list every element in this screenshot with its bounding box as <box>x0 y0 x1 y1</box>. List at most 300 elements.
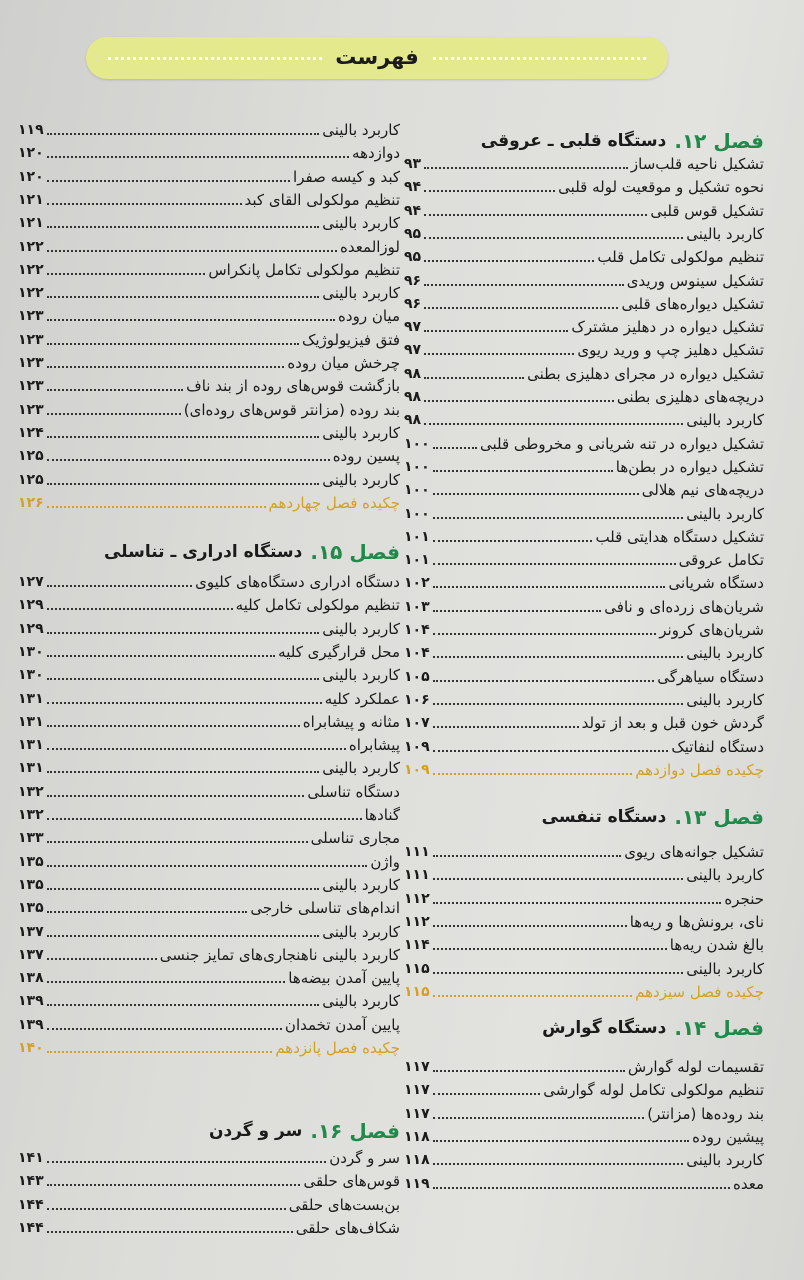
page-number: ۱۳۸ <box>18 970 44 987</box>
page-number: ۱۰۰ <box>404 482 430 499</box>
page-number: ۱۳۵ <box>18 853 44 870</box>
page-number: ۱۲۰ <box>18 168 44 185</box>
chapter-heading <box>18 537 400 567</box>
entry-title: کاربرد بالینی <box>322 875 400 894</box>
dot-leader <box>433 855 622 857</box>
chapter-number: فصل ۱۲. <box>674 129 764 153</box>
toc-entry[interactable] <box>404 1102 764 1125</box>
chapter-heading <box>404 1013 764 1043</box>
dot-leader <box>433 995 633 997</box>
entry-title: لوزالمعده <box>340 237 400 256</box>
toc-entry[interactable] <box>404 292 764 315</box>
page-number: ۱۱۷ <box>404 1059 430 1075</box>
entry-title: شریان‌های زرده‌ای و نافی <box>604 597 764 616</box>
toc-entry[interactable] <box>18 780 400 803</box>
dot-leader <box>47 841 308 843</box>
toc-entry[interactable] <box>404 1125 764 1148</box>
page-number: ۱۰۴ <box>404 622 430 638</box>
toc-entry[interactable] <box>404 502 764 525</box>
toc-entry[interactable] <box>18 165 400 188</box>
dot-leader <box>433 703 684 705</box>
page-number: ۱۱۵ <box>404 960 430 977</box>
dot-leader <box>47 958 157 960</box>
dot-leader <box>47 203 242 205</box>
toc-entry[interactable] <box>404 525 764 548</box>
dot-leader <box>424 307 618 309</box>
page-number: ۱۰۰ <box>404 505 430 522</box>
entry-title: تشکیل دهلیز چپ و ورید ریوی <box>577 341 764 360</box>
entry-title: تشکیل ناحیه قلب‌ساز <box>630 155 764 173</box>
dot-leader <box>47 366 285 368</box>
entry-title: تشکیل دیواره‌های قلبی <box>621 294 764 313</box>
entry-title: مثانه و پیشابراه <box>302 712 400 731</box>
entry-title: تشکیل قوس قلبی <box>650 201 764 220</box>
toc-entry[interactable] <box>404 618 764 641</box>
toc-entry[interactable] <box>18 896 400 919</box>
page-number: ۱۱۵ <box>404 983 430 1000</box>
toc-entry[interactable] <box>404 152 764 175</box>
toc-entry[interactable] <box>18 733 400 756</box>
dot-leader <box>424 400 614 402</box>
page-number: ۱۰۷ <box>404 715 430 732</box>
dot-leader <box>47 818 362 820</box>
toc-entry[interactable] <box>404 957 764 980</box>
entry-title: تشکیل دیواره در مجرای دهلیزی بطنی <box>527 364 764 383</box>
entry-title: محل قرارگیری کلیه <box>278 642 400 661</box>
dot-leader <box>433 493 639 495</box>
entry-title: حنجره <box>724 889 764 908</box>
entry-title: نای، برونش‌ها و ریه‌ها <box>629 912 764 931</box>
dot-leader <box>424 260 594 262</box>
toc-entry[interactable] <box>404 595 764 618</box>
toc-entry[interactable] <box>18 873 400 896</box>
chapter-summary-entry[interactable] <box>18 1036 400 1059</box>
page-number: ۱۳۷ <box>18 923 44 940</box>
dot-leader <box>433 1070 625 1072</box>
page-number: ۱۳۰ <box>18 667 44 684</box>
dot-leader <box>433 540 593 542</box>
page-number: ۱۳۲ <box>18 807 44 823</box>
dot-leader <box>433 517 684 519</box>
dot-leader <box>47 483 320 485</box>
dot-leader <box>47 389 184 391</box>
entry-title: گردش خون قبل و بعد از تولد <box>581 714 764 733</box>
page-number: ۱۳۹ <box>18 993 44 1010</box>
toc-entry[interactable] <box>18 444 400 467</box>
dot-leader <box>47 413 181 415</box>
page-number: ۹۶ <box>404 272 422 289</box>
entry-title: کاربرد بالینی <box>322 470 400 489</box>
dot-leader <box>433 925 627 927</box>
entry-title: دستگاه تناسلی <box>307 782 400 801</box>
entry-title: کاربرد بالینی <box>322 666 400 685</box>
page-number: ۱۰۲ <box>404 575 430 592</box>
dot-leader <box>47 1004 320 1006</box>
toc-entry[interactable] <box>404 840 764 863</box>
entry-title: دریچه‌های نیم هلالی <box>641 481 764 500</box>
dot-leader <box>424 330 568 332</box>
entry-title: تنظیم مولکولی القای کبد <box>244 190 400 209</box>
entry-title: سر و گردن <box>329 1149 400 1167</box>
page-number: ۱۲۳ <box>18 378 44 395</box>
toc-entry[interactable] <box>18 850 400 873</box>
toc-entry[interactable] <box>18 374 400 397</box>
toc-entry[interactable] <box>404 199 764 222</box>
page-number: ۱۲۰ <box>18 145 44 162</box>
dot-leader <box>433 1187 730 1189</box>
page-number: ۹۵ <box>404 225 422 242</box>
page-number: ۱۳۰ <box>18 643 44 660</box>
dot-leader <box>47 180 290 182</box>
toc-entry[interactable] <box>18 640 400 663</box>
page-number: ۱۴۴ <box>18 1196 44 1213</box>
toc-entry[interactable] <box>404 548 764 571</box>
dot-leader <box>433 1163 684 1165</box>
entry-title: چکیده فصل چهاردهم <box>268 493 400 512</box>
dot-leader <box>47 911 248 913</box>
toc-entry[interactable] <box>404 432 764 455</box>
page-number: ۱۰۰ <box>404 435 430 452</box>
dot-leader <box>433 586 666 588</box>
chapter-title: دستگاه ادراری ـ تناسلی <box>103 542 303 562</box>
page-title: فهرست <box>323 42 431 72</box>
dot-leader <box>47 250 337 252</box>
dot-leader <box>433 470 613 472</box>
entry-title: عملکرد کلیه <box>324 689 400 708</box>
dot-leader <box>47 981 286 983</box>
entry-title: کاربرد بالینی <box>686 1151 764 1170</box>
page-number: ۹۳ <box>404 156 422 172</box>
toc-entry[interactable] <box>404 338 764 361</box>
dot-leader <box>47 888 320 890</box>
page-number: ۱۳۹ <box>18 1016 44 1033</box>
toc-entry[interactable] <box>18 989 400 1012</box>
page-number: ۹۷ <box>404 319 422 336</box>
toc-entry[interactable] <box>18 398 400 421</box>
toc-entry[interactable] <box>18 570 400 593</box>
entry-title: کاربرد بالینی <box>322 922 400 941</box>
entry-title: دریچه‌های دهلیزی بطنی <box>616 388 764 406</box>
toc-entry[interactable] <box>404 863 764 886</box>
dot-leader <box>47 935 320 937</box>
page-number: ۱۲۳ <box>18 401 44 418</box>
toc-entry[interactable] <box>18 593 400 616</box>
entry-title: چکیده فصل سیزدهم <box>635 982 764 1001</box>
page-number: ۱۳۳ <box>18 830 44 847</box>
page-number: ۱۲۴ <box>18 424 44 441</box>
chapter-title: دستگاه گوارش <box>542 1018 667 1038</box>
dot-leader <box>47 678 320 680</box>
page-number: ۱۲۱ <box>18 215 44 232</box>
dot-leader <box>47 655 276 657</box>
dot-leader <box>47 133 320 135</box>
toc-entry[interactable] <box>18 258 400 281</box>
page-number: ۱۱۲ <box>404 890 430 907</box>
toc-entry[interactable] <box>404 933 764 956</box>
entry-title: کاربرد بالینی <box>322 284 400 303</box>
page-number: ۹۴ <box>404 179 422 196</box>
chapter-summary-entry[interactable] <box>404 758 764 781</box>
page-number: ۱۰۵ <box>404 668 430 685</box>
chapter-summary-entry[interactable] <box>404 980 764 1003</box>
toc-entry[interactable] <box>18 1193 400 1216</box>
toc-entry[interactable] <box>404 641 764 664</box>
entry-title: کاربرد بالینی <box>686 959 764 978</box>
toc-entry[interactable] <box>18 328 400 351</box>
entry-title: کاربرد بالینی <box>322 759 400 778</box>
chapter-number: فصل ۱۵. <box>310 540 400 564</box>
title-banner <box>86 37 668 79</box>
dot-leader <box>47 748 346 750</box>
toc-entry[interactable] <box>18 710 400 733</box>
toc-entry[interactable] <box>404 735 764 758</box>
toc-entry[interactable] <box>18 188 400 211</box>
toc-entry[interactable] <box>18 468 400 491</box>
dot-leader <box>47 865 368 867</box>
page-number: ۱۲۶ <box>18 494 44 511</box>
dot-leader <box>433 563 676 565</box>
entry-title: تشکیل جوانه‌های ریوی <box>624 843 764 861</box>
dot-leader <box>47 702 322 704</box>
toc-entry[interactable] <box>404 315 764 338</box>
toc-entry[interactable] <box>404 455 764 478</box>
entry-title: دستگاه شریانی <box>668 574 764 593</box>
dot-leader <box>433 610 602 612</box>
entry-title: کاربرد بالینی <box>322 619 400 638</box>
page-number: ۱۰۱ <box>404 528 430 545</box>
page-number: ۱۴۴ <box>18 1219 44 1236</box>
dot-leader <box>47 725 300 727</box>
page-number: ۱۱۷ <box>404 1105 430 1122</box>
toc-entry[interactable] <box>18 663 400 686</box>
page-number: ۹۵ <box>404 249 422 266</box>
page-number: ۱۳۵ <box>18 876 44 893</box>
page-number: ۹۷ <box>404 342 422 359</box>
entry-title: پسین روده <box>332 447 400 466</box>
page-number: ۱۲۳ <box>18 355 44 371</box>
page-number: ۱۱۸ <box>404 1128 430 1145</box>
dot-leader <box>433 1093 541 1095</box>
toc-entry[interactable] <box>18 803 400 826</box>
page-number: ۱۱۱ <box>404 844 430 860</box>
page-number: ۱۲۱ <box>18 191 44 208</box>
dot-leader <box>433 948 667 950</box>
entry-title: گنادها <box>364 806 400 824</box>
page-number: ۱۲۲ <box>18 285 44 302</box>
entry-title: دستگاه لنفاتیک <box>671 737 764 756</box>
page-number: ۹۶ <box>404 295 422 312</box>
entry-title: تنظیم مولکولی تکامل پانکراس <box>208 260 400 279</box>
dot-leader <box>47 1028 282 1030</box>
entry-title: تشکیل سینوس وریدی <box>626 271 764 290</box>
dot-leader <box>47 459 330 461</box>
page-number: ۱۲۵ <box>18 471 44 488</box>
entry-title: تنظیم مولکولی تکامل قلب <box>597 248 764 267</box>
entry-title: اندام‌های تناسلی خارجی <box>250 899 400 918</box>
toc-entry[interactable] <box>18 141 400 164</box>
chapter-heading <box>404 802 764 832</box>
toc-entry[interactable] <box>18 943 400 966</box>
chapter-number: فصل ۱۴. <box>674 1016 764 1040</box>
entry-title: پایین آمدن بیضه‌ها <box>288 969 400 988</box>
toc-entry[interactable] <box>404 385 764 408</box>
toc-entry[interactable] <box>18 421 400 444</box>
page-number: ۱۳۱ <box>18 737 44 754</box>
dot-leader <box>47 1051 273 1053</box>
page-number: ۱۳۱ <box>18 760 44 777</box>
toc-entry[interactable] <box>18 826 400 849</box>
entry-title: کاربرد بالینی ناهنجاری‌های تمایز جنسی <box>159 945 400 964</box>
entry-title: کاربرد بالینی <box>322 992 400 1011</box>
toc-entry[interactable] <box>18 1169 400 1192</box>
dot-leader <box>433 1117 645 1119</box>
page-number: ۱۲۹ <box>18 620 44 637</box>
dot-leader <box>433 750 669 752</box>
page-number: ۱۰۰ <box>404 458 430 475</box>
dot-leader <box>47 156 349 158</box>
page-number: ۱۱۸ <box>404 1152 430 1169</box>
toc-entry[interactable] <box>404 408 764 431</box>
dot-leader <box>433 902 722 904</box>
toc-entry[interactable] <box>404 665 764 688</box>
page-number: ۱۳۱ <box>18 690 44 707</box>
toc-entry[interactable] <box>18 281 400 304</box>
entry-title: میان روده <box>338 307 400 326</box>
toc-entry[interactable] <box>18 1013 400 1036</box>
entry-title: تقسیمات لوله گوارش <box>627 1058 764 1076</box>
entry-title: کاربرد بالینی <box>686 644 764 663</box>
page-number: ۱۳۵ <box>18 900 44 917</box>
chapter-title: سر و گردن <box>208 1121 303 1141</box>
dot-leader <box>47 608 233 610</box>
dot-leader <box>47 1208 286 1210</box>
toc-entry[interactable] <box>404 910 764 933</box>
entry-title: مجاری تناسلی <box>310 829 400 848</box>
entry-title: تشکیل دستگاه هدایتی قلب <box>595 527 764 546</box>
entry-title: قوس‌های حلقی <box>303 1172 400 1191</box>
page-number: ۱۴۳ <box>18 1173 44 1190</box>
page-number: ۱۱۹ <box>18 122 44 138</box>
entry-title: بند روده (مزانتر قوس‌های روده‌ای) <box>183 400 400 419</box>
toc-entry[interactable] <box>18 687 400 710</box>
toc-entry[interactable] <box>18 1216 400 1239</box>
entry-title: چکیده فصل دوازدهم <box>635 760 764 779</box>
page-number: ۹۸ <box>404 389 422 405</box>
toc-entry[interactable] <box>18 1146 400 1169</box>
page-number: ۱۲۳ <box>18 308 44 325</box>
page-number: ۱۱۷ <box>404 1082 430 1099</box>
dot-leader <box>433 972 684 974</box>
toc-entry[interactable] <box>18 351 400 374</box>
entry-title: پایین آمدن تخمدان <box>284 1015 400 1034</box>
toc-entry[interactable] <box>404 175 764 198</box>
page-number: ۱۱۹ <box>404 1175 430 1192</box>
page-number: ۱۲۹ <box>18 597 44 614</box>
dot-leader <box>47 343 299 345</box>
page-number: ۱۲۳ <box>18 331 44 348</box>
entry-title: کبد و کیسه صفرا <box>293 167 400 186</box>
toc-entry[interactable] <box>404 1078 764 1101</box>
dot-leader <box>47 795 305 797</box>
chapter-summary-entry[interactable] <box>18 491 400 514</box>
dot-leader <box>47 771 320 773</box>
entry-title: تشکیل دیواره در دهلیز مشترک <box>571 318 764 337</box>
entry-title: بالغ شدن ریه‌ها <box>669 936 764 955</box>
entry-title: بازگشت قوس‌های روده از بند ناف <box>186 377 400 396</box>
toc-entry[interactable] <box>404 1148 764 1171</box>
entry-title: تشکیل دیواره در تنه شریانی و مخروطی قلبی <box>480 434 764 453</box>
toc-entry[interactable] <box>404 1172 764 1195</box>
toc-entry[interactable] <box>18 235 400 258</box>
dot-leader <box>424 423 683 425</box>
toc-entry[interactable] <box>404 688 764 711</box>
dot-leader <box>433 633 657 635</box>
toc-entry[interactable] <box>404 362 764 385</box>
entry-title: کاربرد بالینی <box>686 504 764 523</box>
toc-entry[interactable] <box>404 571 764 594</box>
dot-leader <box>47 319 335 321</box>
dot-leader <box>424 237 683 239</box>
entry-title: تشکیل دیواره در بطن‌ها <box>615 457 764 476</box>
toc-entry[interactable] <box>18 617 400 640</box>
dot-leader <box>424 353 574 355</box>
toc-entry[interactable] <box>404 222 764 245</box>
page-number: ۱۳۲ <box>18 783 44 800</box>
chapter-number: فصل ۱۳. <box>674 805 764 829</box>
entry-title: چرخش میان روده <box>287 354 400 372</box>
page-number: ۹۴ <box>404 202 422 219</box>
chapter-title: دستگاه تنفسی <box>541 807 667 827</box>
toc-entry[interactable] <box>18 966 400 989</box>
entry-title: کاربرد بالینی <box>322 423 400 442</box>
page-number: ۱۲۷ <box>18 574 44 590</box>
toc-entry[interactable] <box>18 211 400 234</box>
entry-title: شکاف‌های حلقی <box>295 1218 400 1237</box>
entry-title: بند روده‌ها (مزانتر) <box>647 1104 764 1123</box>
page-number: ۹۸ <box>404 365 422 382</box>
toc-entry[interactable] <box>404 887 764 910</box>
dot-leader <box>47 585 192 587</box>
toc-entry[interactable] <box>404 711 764 734</box>
chapter-title: دستگاه قلبی ـ عروقی <box>480 131 667 151</box>
page-number: ۱۲۲ <box>18 261 44 278</box>
entry-title: کاربرد بالینی <box>322 121 400 139</box>
page-number: ۹۸ <box>404 412 422 429</box>
entry-title: تکامل عروقی <box>678 551 764 570</box>
dot-leader <box>433 773 633 775</box>
toc-entry[interactable] <box>404 478 764 501</box>
entry-title: دستگاه ادراری دستگاه‌های کلیوی <box>195 573 400 591</box>
toc-entry[interactable] <box>18 920 400 943</box>
dot-leader <box>47 226 320 228</box>
dot-leader <box>47 436 320 438</box>
dot-leader <box>47 1231 293 1233</box>
entry-title: کاربرد بالینی <box>686 224 764 243</box>
toc-entry[interactable] <box>404 269 764 292</box>
toc-entry[interactable] <box>18 304 400 327</box>
toc-entry[interactable] <box>18 118 400 141</box>
toc-entry[interactable] <box>18 756 400 779</box>
page-number: ۱۰۹ <box>404 761 430 778</box>
toc-entry[interactable] <box>404 245 764 268</box>
page-number: ۱۴۰ <box>18 1040 44 1056</box>
chapter-number: فصل ۱۶. <box>310 1119 400 1143</box>
toc-entry[interactable] <box>404 1055 764 1078</box>
dot-leader <box>47 1184 301 1186</box>
entry-title: کاربرد بالینی <box>322 214 400 233</box>
dot-leader <box>47 632 320 634</box>
page-number: ۱۳۱ <box>18 713 44 730</box>
